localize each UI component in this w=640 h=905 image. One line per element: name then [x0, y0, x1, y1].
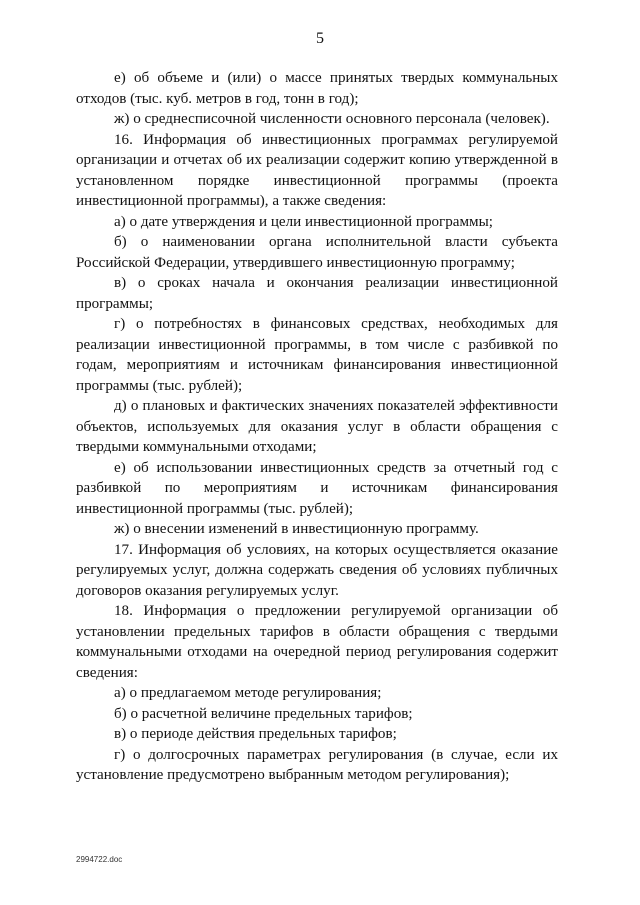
paragraph: д) о плановых и фактических значениях показателей эффективности объектов, используемых для оказания услуг в области обращения с твердыми коммунальными отходами; [76, 398, 558, 455]
page-number: 5 [316, 30, 324, 47]
paragraph: е) об объеме и (или) о массе принятых твердых коммунальных отходов (тыс. куб. метров в год, тонн в год); [76, 70, 558, 107]
paragraph: в) о периоде действия предельных тарифов; [114, 726, 397, 742]
document-body [76, 68, 558, 786]
paragraph: г) о долгосрочных параметрах регулирования (в случае, если их установление предусмотрено выбранным методом регулирования); [76, 746, 558, 783]
paragraph: г) о потребностях в финансовых средствах, необходимых для реализации инвестиционной программы, в том числе с разбивкой по годам, мероприятиям и источникам финансирования инвестиционной программы (тыс. рублей); [76, 316, 558, 394]
paragraph: а) о предлагаемом методе регулирования; [114, 685, 382, 701]
paragraph: 18. Информация о предложении регулируемой организации об установлении предельных тарифов в области обращения с твердыми коммунальными отходами на очередной период регулирования содержит сведения: [76, 603, 558, 681]
paragraph: б) о расчетной величине предельных тарифов; [114, 705, 413, 722]
paragraph: в) о сроках начала и окончания реализации инвестиционной программы; [76, 275, 558, 312]
paragraph: е) об использовании инвестиционных средств за отчетный год с разбивкой по мероприятиям и источникам финансирования инвестиционной программы (тыс. рублей); [76, 459, 558, 517]
paragraph: а) о дате утверждения и цели инвестиционной программы; [114, 213, 493, 230]
paragraph: 17. Информация об условиях, на которых осуществляется оказание регулируемых услуг, должна содержать сведения об условиях публичных договоров оказания регулируемых услуг. [76, 541, 558, 599]
paragraph: 16. Информация об инвестиционных программах регулируемой организации и отчетах об их реализации содержит копию утвержденной в установленном порядке инвестиционной программы (проекта инвестиционной программы), а также сведения: [76, 131, 558, 209]
paragraph: ж) о среднесписочной численности основного персонала (человек). [114, 111, 550, 127]
document-footer: 2994722.doc [76, 855, 123, 864]
paragraph: б) о наименовании органа исполнительной власти субъекта Российской Федерации, утвердившего инвестиционную программу; [76, 234, 558, 271]
paragraph: ж) о внесении изменений в инвестиционную программу. [114, 521, 479, 537]
